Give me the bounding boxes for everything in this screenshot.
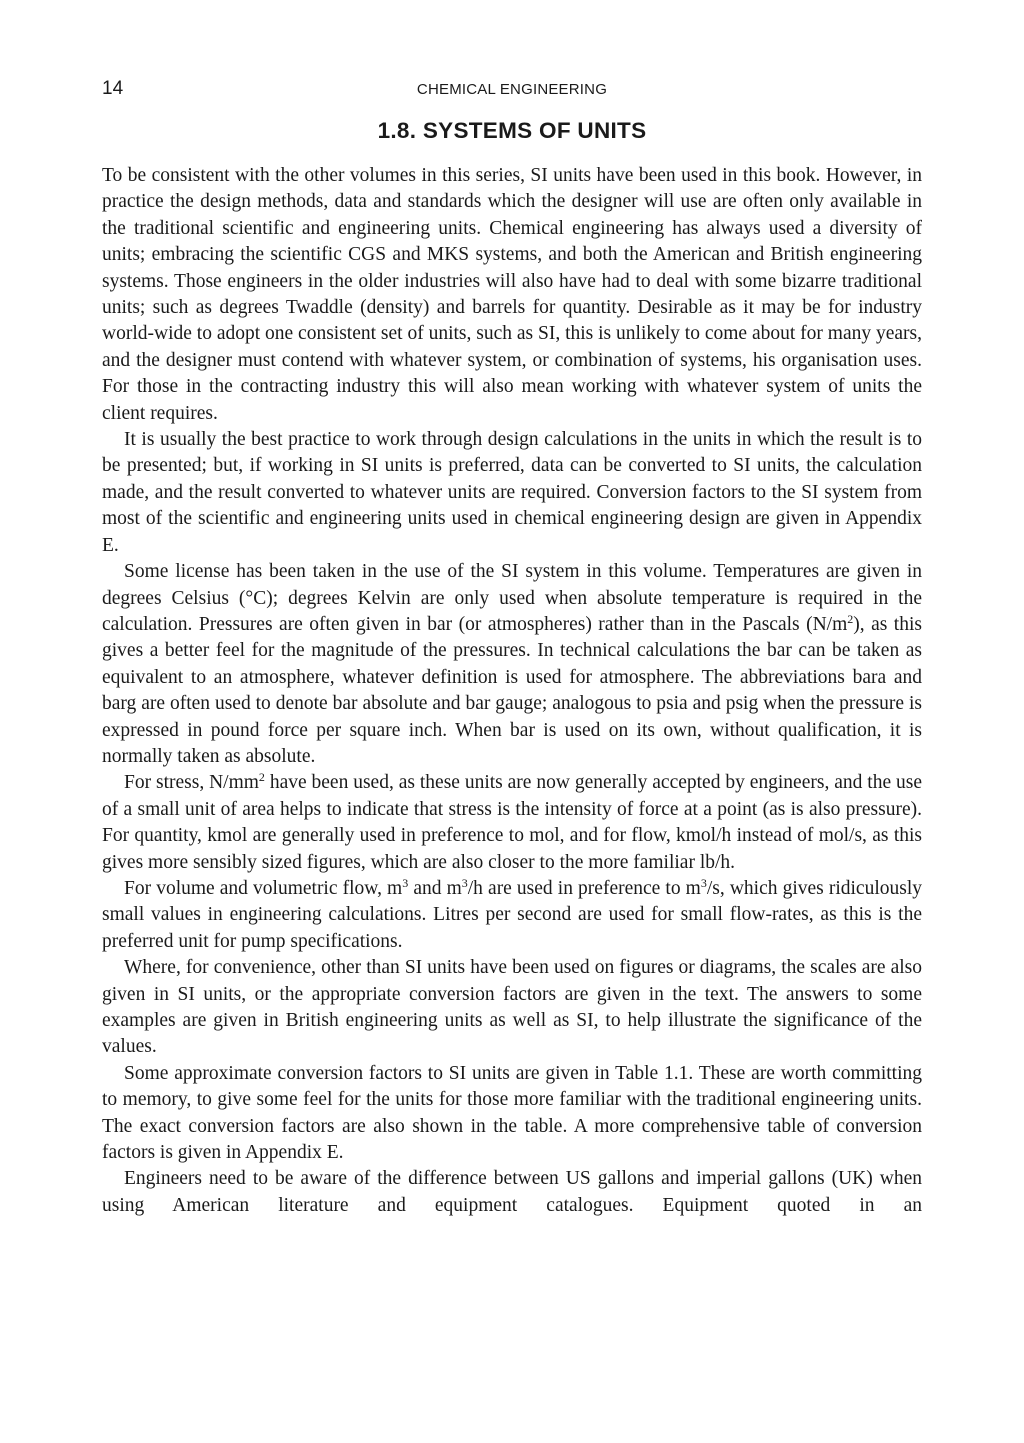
page-number: 14 [102,78,124,99]
superscript: 2 [847,611,854,626]
paragraph-7: Some approximate conversion factors to SI units are given in Table 1.1. These are worth committing to memory, to give some feel for the units for those more familiar with the traditional engineering units. The exact conversion factors are also shown in the table. A more comprehensive table of conversion factors is given in Appendix E. [102,1062,922,1164]
paragraph-5-text-a: For volume and volumetric flow, m [124,877,403,899]
running-head: CHEMICAL ENGINEERING [416,81,608,98]
paragraph-1: To be consistent with the other volumes in this series, SI units have been used in this book. However, in practice the design methods, data and standards which the designer will use are often only available in the traditional scientific and engineering units. Chemical engineering has always used a diversity of units; embracing the scientific CGS and MKS systems, and both the American and British engineering systems. Those engineers in the older industries will also have had to deal with some bizarre traditional units; such as degrees Twaddle (density) and barrels for quantity. Desirable as it may be for industry world-wide to adopt one consistent set of units, such as SI, this is unlikely to come about for many years, and the designer must contend with whatever system, or combination of systems, his organisation uses. For those in the contracting industry this will also mean working with whatever system of units the client requires. [102,165,922,424]
superscript: 3 [700,875,707,890]
paragraph-8: Engineers need to be aware of the difference between US gallons and imperial gallons (UK) when using American literature and equipment catalogues. Equipment quoted in an [102,1168,922,1216]
superscript: 3 [461,875,468,890]
body-text [102,163,922,1219]
superscript: 2 [258,770,265,785]
paragraph-5-text-c: /h are used in preference to m [467,877,701,899]
superscript: 3 [402,875,409,890]
paragraph-3-text-b: ), as this gives a better feel for the magnitude of the pressures. In technical calculations the bar can be taken as equivalent to an atmosphere, whatever definition is used for atmosphere. The abbreviations bara and barg are often used to denote bar absolute and bar gauge; analogous to psia and psig when the pressure is expressed in pound force per square inch. When bar is used on its own, without qualification, it is normally taken as absolute. [102,613,922,767]
paragraph-2: It is usually the best practice to work through design calculations in the units in which the result is to be presented; but, if working in SI units is preferred, data can be converted to SI units, the calculation made, and the result converted to whatever units are required. Conversion factors to the SI system from most of the scientific and engineering units used in chemical engineering design are given in Appendix E. [102,429,922,556]
paragraph-5 [102,876,922,955]
paragraph-3-text-a: Some license has been taken in the use of the SI system in this volume. Temperatures are given in degrees Celsius (°C); degrees Kelvin are only used when absolute temperature is required in the calculation. Pressures are often given in bar (or atmospheres) rather than in the Pascals (N/m [102,561,922,635]
paragraph-4-text-b: have been used, as these units are now generally accepted by engineers, and the use of a small unit of area helps to indicate that stress is the intensity of force at a point (as is also pressure). For quantity, kmol are generally used in preference to mol, and for flow, kmol/h instead of mol/s, as this gives more sensibly sized figures, which are also closer to the more familiar lb/h. [102,772,922,873]
paragraph-3 [102,559,922,770]
paragraph-5-text-d: /s, which gives ridiculously small values in engineering calculations. Litres per second are used for small flow-rates, as this is the preferred unit for pump specifications. [102,877,922,952]
section-title: 1.8. SYSTEMS OF UNITS [377,118,647,143]
paragraph-6: Where, for convenience, other than SI units have been used on figures or diagrams, the scales are also given in SI units, or the appropriate conversion factors are given in the text. The answers to some examples are given in British engineering units as well as SI, to help illustrate the significance of the values. [102,957,922,1058]
paragraph-5-text-b: and m [408,877,462,899]
paragraph-4 [102,770,922,876]
paragraph-4-text-a: For stress, N/mm [124,772,259,794]
